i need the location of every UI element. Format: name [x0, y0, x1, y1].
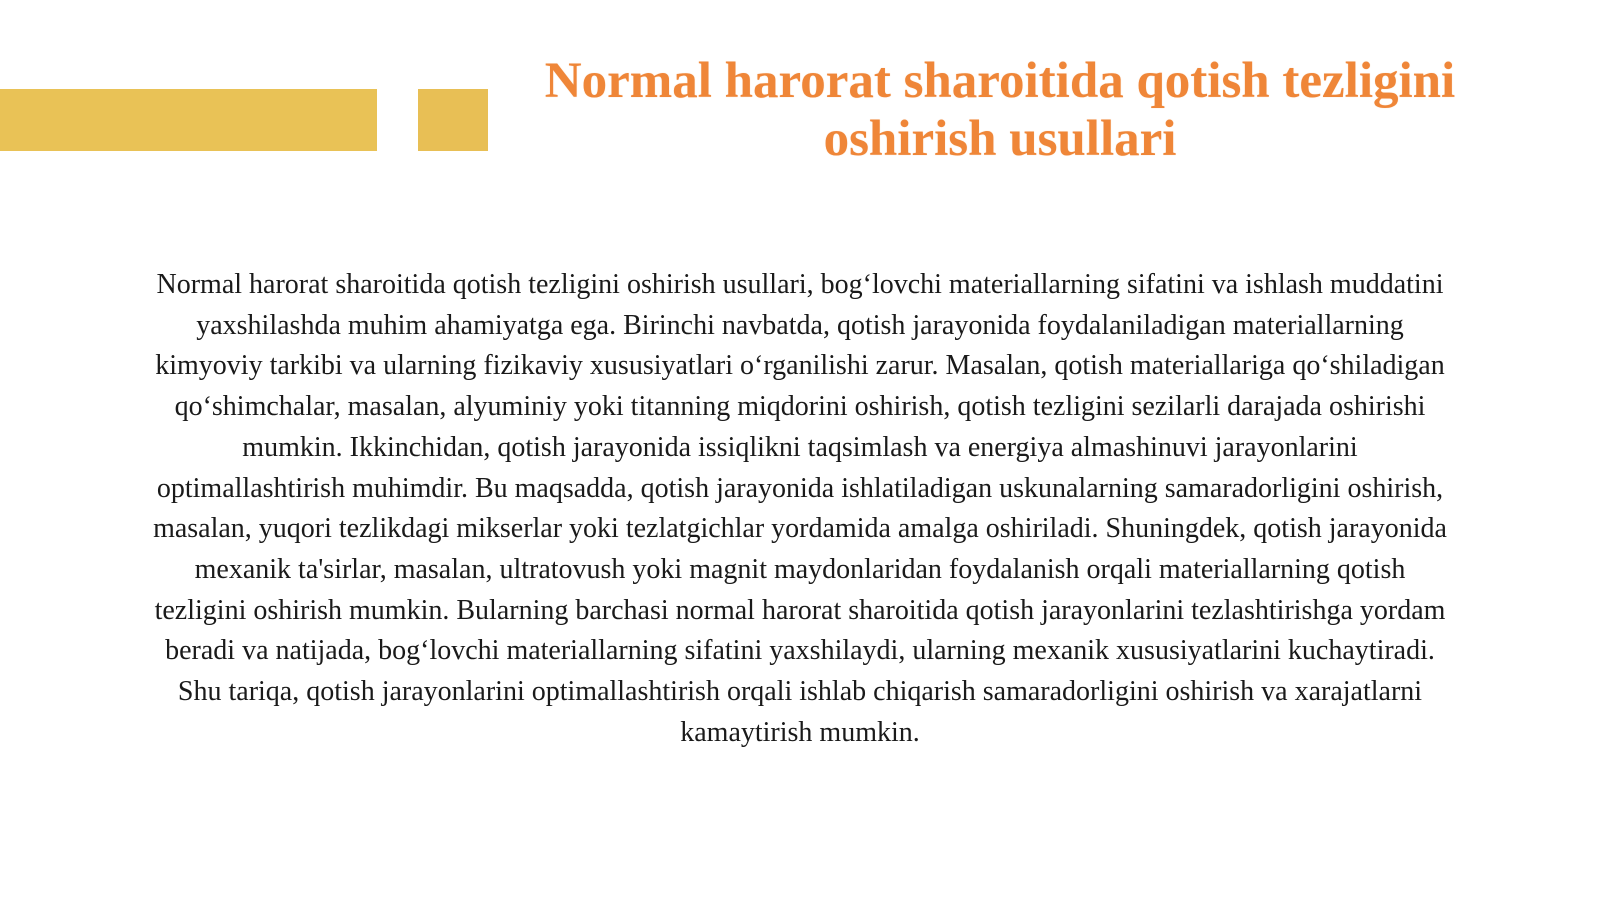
slide-title: Normal harorat sharoitida qotish tezligini oshirish usullari	[544, 53, 1456, 167]
decorative-accent-bar	[0, 89, 377, 151]
slide-body-paragraph: Normal harorat sharoitida qotish tezligini oshirish usullari, bog‘lovchi materiallarning sifatini va ishlash muddatini yaxshilashda muhim ahamiyatga ega. Birinchi navbatda, qotish jarayonida foydalaniladigan materiallarning kimyoviy tarkibi va ularning fizikaviy xususiyatlari o‘rganilishi zarur. Masalan, qotish materiallariga qo‘shiladigan qo‘shimchalar, masalan, alyuminiy yoki titanning miqdorini oshirish, qotish tezligini sezilarli darajada oshirishi mumkin. Ikkinchidan, qotish jarayonida issiqlikni taqsimlash va energiya almashinuvi jarayonlarini optimallashtirish muhimdir. Bu maqsadda, qotish jarayonida ishlatiladigan uskunalarning samaradorligini oshirish, masalan, yuqori tezlikdagi mikserlar yoki tezlatgichlar yordamida amalga oshiriladi. Shuningdek, qotish jarayonida mexanik ta'sirlar, masalan, ultratovush yoki magnit maydonlaridan foydalanish orqali materiallarning qotish tezligini oshirish mumkin. Bularning barchasi normal harorat sharoitida qotish jarayonlarini tezlashtirishga yordam beradi va natijada, bog‘lovchi materiallarning sifatini yaxshilaydi, ularning mexanik xususiyatlarini kuchaytiradi. Shu tariqa, qotish jarayonlarini optimallashtirish orqali ishlab chiqarish samaradorligini oshirish va xarajatlarni kamaytirish mumkin.	[153, 269, 1447, 748]
decorative-accent-square	[418, 89, 488, 151]
